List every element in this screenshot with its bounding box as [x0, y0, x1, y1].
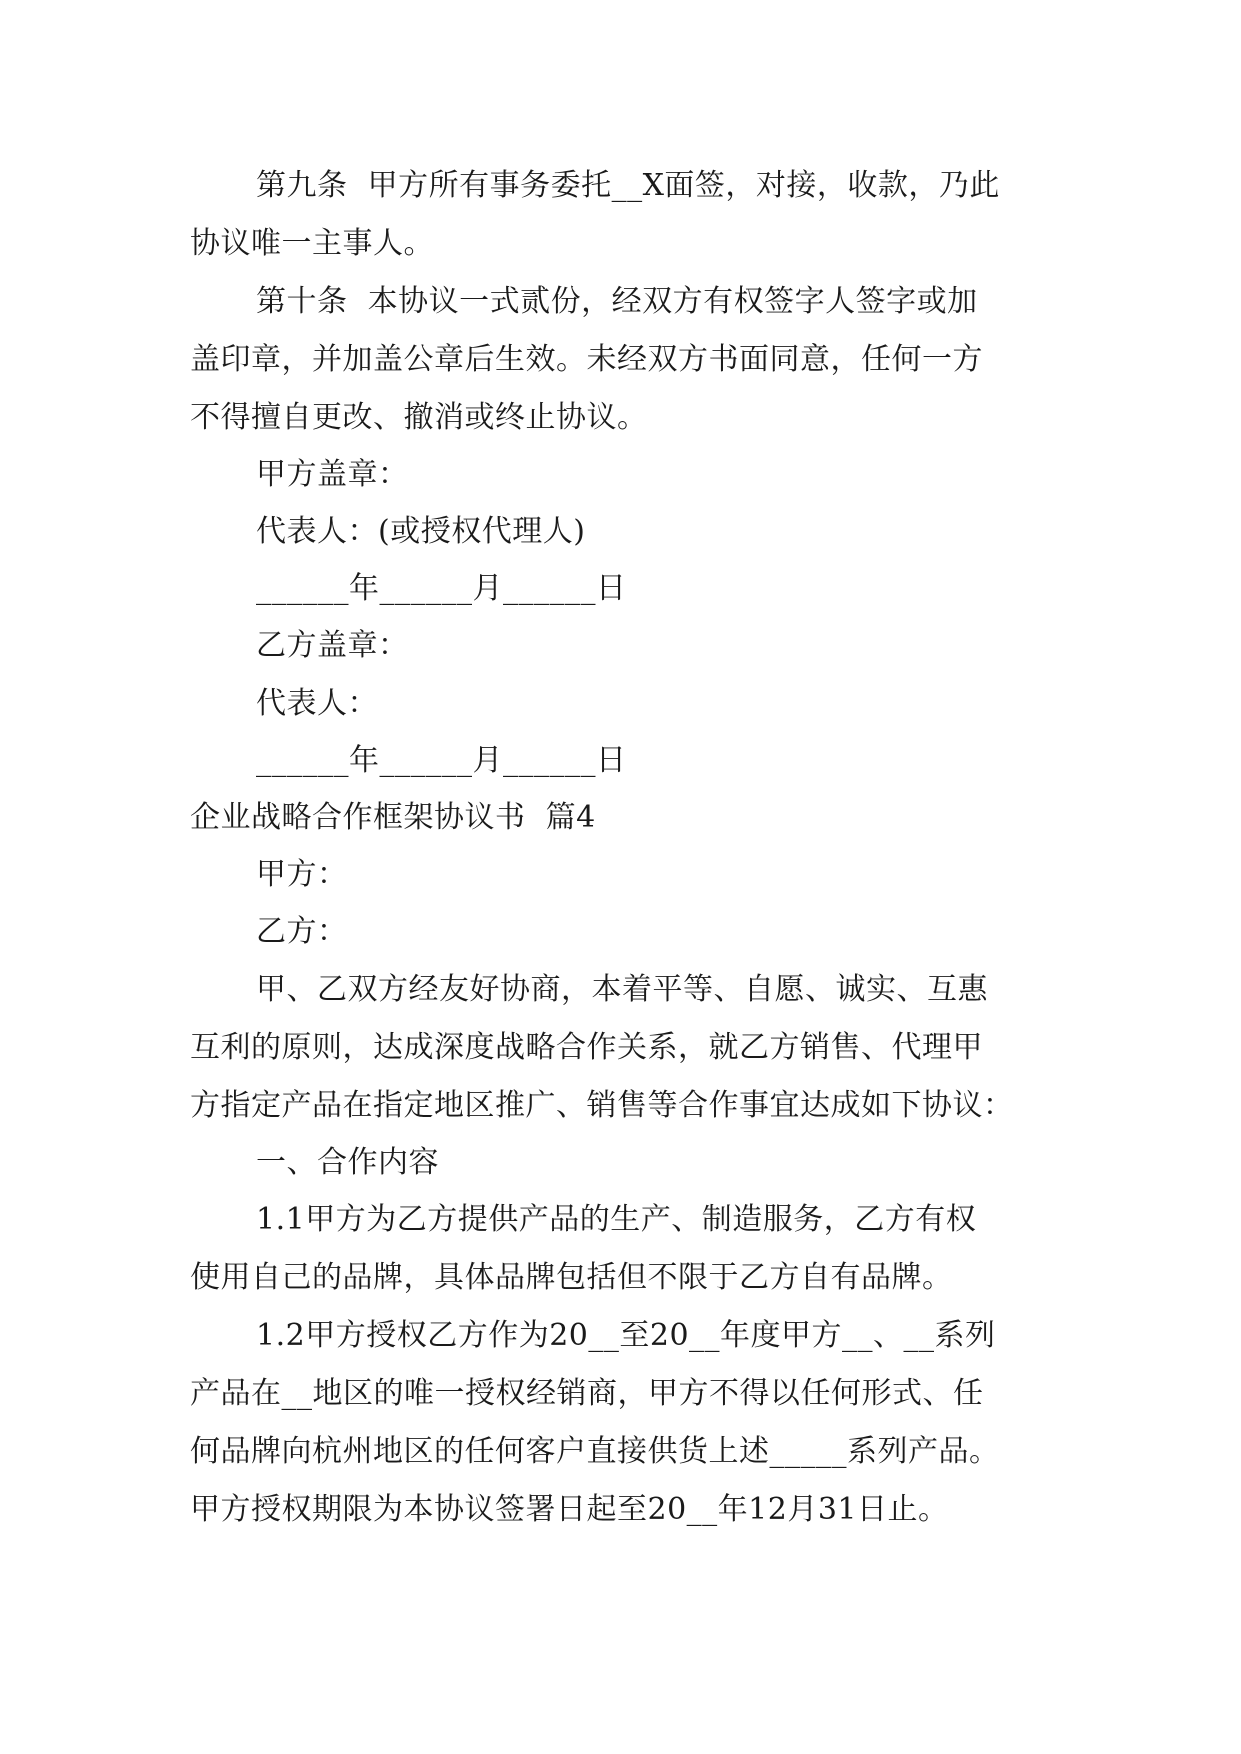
clause-1-2-line-2: 产品在__地区的唯一授权经销商，甲方不得以任何形式、任 — [190, 1376, 984, 1411]
article-10-line-1: 第十条 本协议一式贰份，经双方有权签字人签字或加 — [256, 284, 978, 319]
preamble-line-1: 甲、乙双方经友好协商，本着平等、自愿、诚实、互惠 — [256, 972, 988, 1007]
party-b-representative-label: 代表人： — [256, 686, 378, 721]
clause-1-2-line-4: 甲方授权期限为本协议签署日起至20__年12月31日止。 — [190, 1492, 949, 1527]
clause-1-2-line-1: 1.2甲方授权乙方作为20__至20__年度甲方__、__系列 — [256, 1318, 996, 1353]
article-9-line-2: 协议唯一主事人。 — [190, 226, 434, 261]
clause-1-1-line-2: 使用自己的品牌，具体品牌包括但不限于乙方自有品牌。 — [190, 1260, 953, 1295]
party-b-seal-label: 乙方盖章： — [256, 628, 409, 663]
party-a-representative-label: 代表人：(或授权代理人) — [256, 514, 586, 549]
party-a-label: 甲方： — [256, 857, 348, 892]
preamble-line-3: 方指定产品在指定地区推广、销售等合作事宜达成如下协议： — [190, 1088, 1014, 1123]
party-a-date-line: ______年______月______日 — [256, 571, 627, 606]
clause-1-2-line-3: 何品牌向杭州地区的任何客户直接供货上述_____系列产品。 — [190, 1434, 1000, 1469]
clause-1-1-line-1: 1.1甲方为乙方提供产品的生产、制造服务，乙方有权 — [256, 1202, 977, 1237]
party-b-date-line: ______年______月______日 — [256, 743, 627, 778]
clause-heading-cooperation: 一、合作内容 — [256, 1145, 439, 1180]
article-10-line-3: 不得擅自更改、撤消或终止协议。 — [190, 400, 648, 435]
preamble-line-2: 互利的原则，达成深度战略合作关系，就乙方销售、代理甲 — [190, 1030, 983, 1065]
article-10-line-2: 盖印章，并加盖公章后生效。未经双方书面同意，任何一方 — [190, 342, 983, 377]
section-heading: 企业战略合作框架协议书 篇4 — [190, 800, 596, 835]
party-b-label: 乙方： — [256, 914, 348, 949]
party-a-seal-label: 甲方盖章： — [256, 457, 409, 492]
article-9-line-1: 第九条 甲方所有事务委托__X面签，对接，收款，乃此 — [256, 168, 1000, 203]
